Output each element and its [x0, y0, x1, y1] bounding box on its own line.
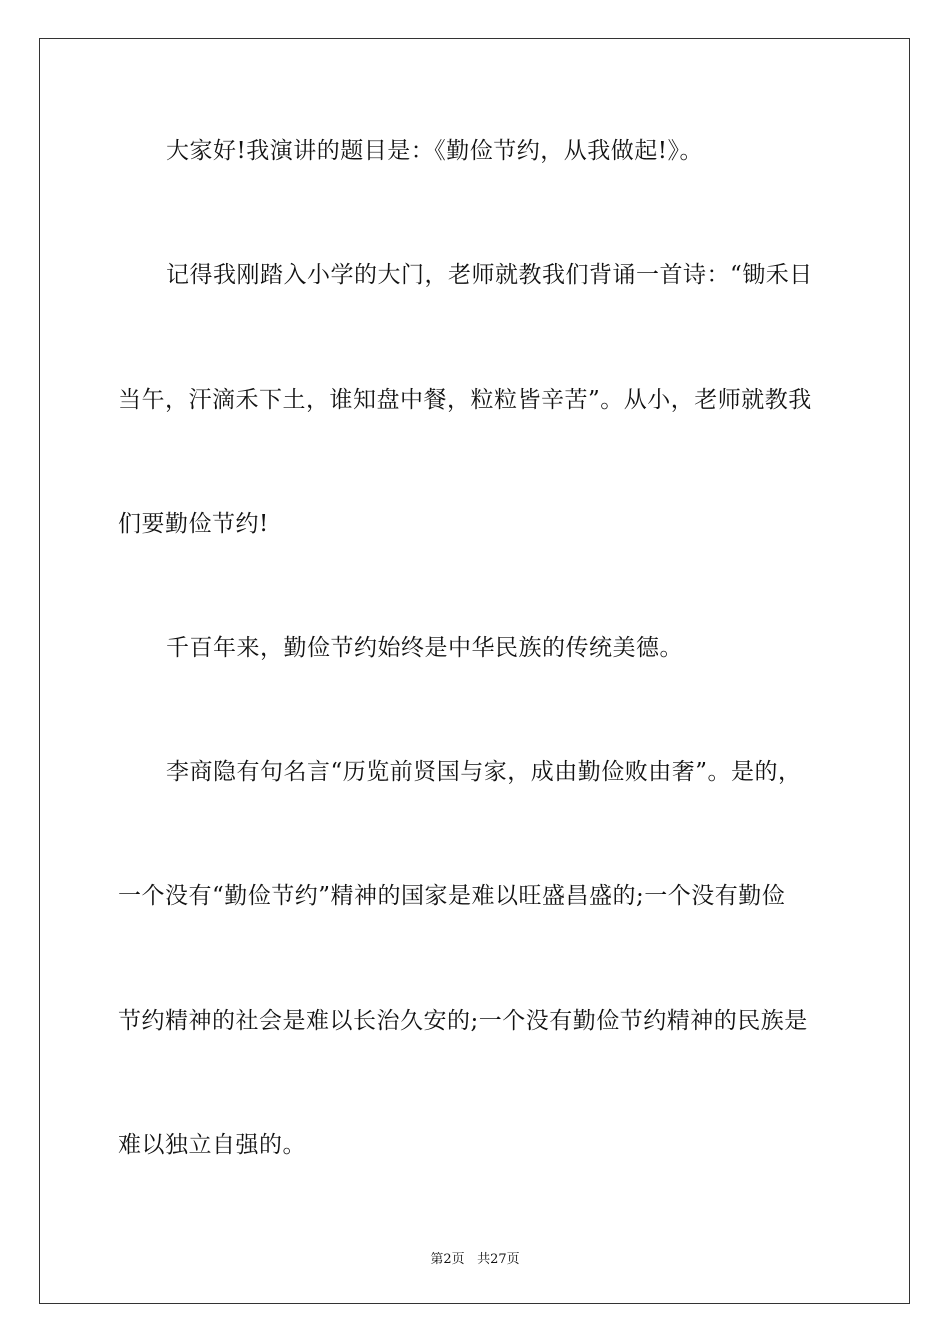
page-footer: [0, 1248, 950, 1267]
paragraph-line: 们要勤俭节约!: [118, 511, 269, 537]
paragraph-line: 千百年来，勤俭节约始终是中华民族的传统美德。: [166, 635, 683, 661]
paragraph-line: 一个没有“勤俭节约”精神的国家是难以旺盛昌盛的;一个没有勤俭: [118, 883, 786, 909]
paragraph-line: 李商隐有句名言“历览前贤国与家，成由勤俭败由奢”。是的，: [166, 759, 802, 785]
page-border: [39, 38, 910, 1304]
paragraph-line: 难以独立自强的。: [118, 1132, 306, 1158]
paragraph-line: 节约精神的社会是难以长治久安的;一个没有勤俭节约精神的民族是: [118, 1008, 808, 1034]
page-total: 共27页: [477, 1252, 520, 1267]
paragraph-line: 大家好!我演讲的题目是：《勤俭节约，从我做起!》。: [166, 138, 703, 164]
paragraph-line: 当午，汗滴禾下土，谁知盘中餐，粒粒皆辛苦”。从小，老师就教我: [118, 387, 812, 413]
page-number: 第2页: [430, 1252, 465, 1267]
paragraph-line: 记得我刚踏入小学的大门，老师就教我们背诵一首诗：“锄禾日: [166, 262, 813, 288]
